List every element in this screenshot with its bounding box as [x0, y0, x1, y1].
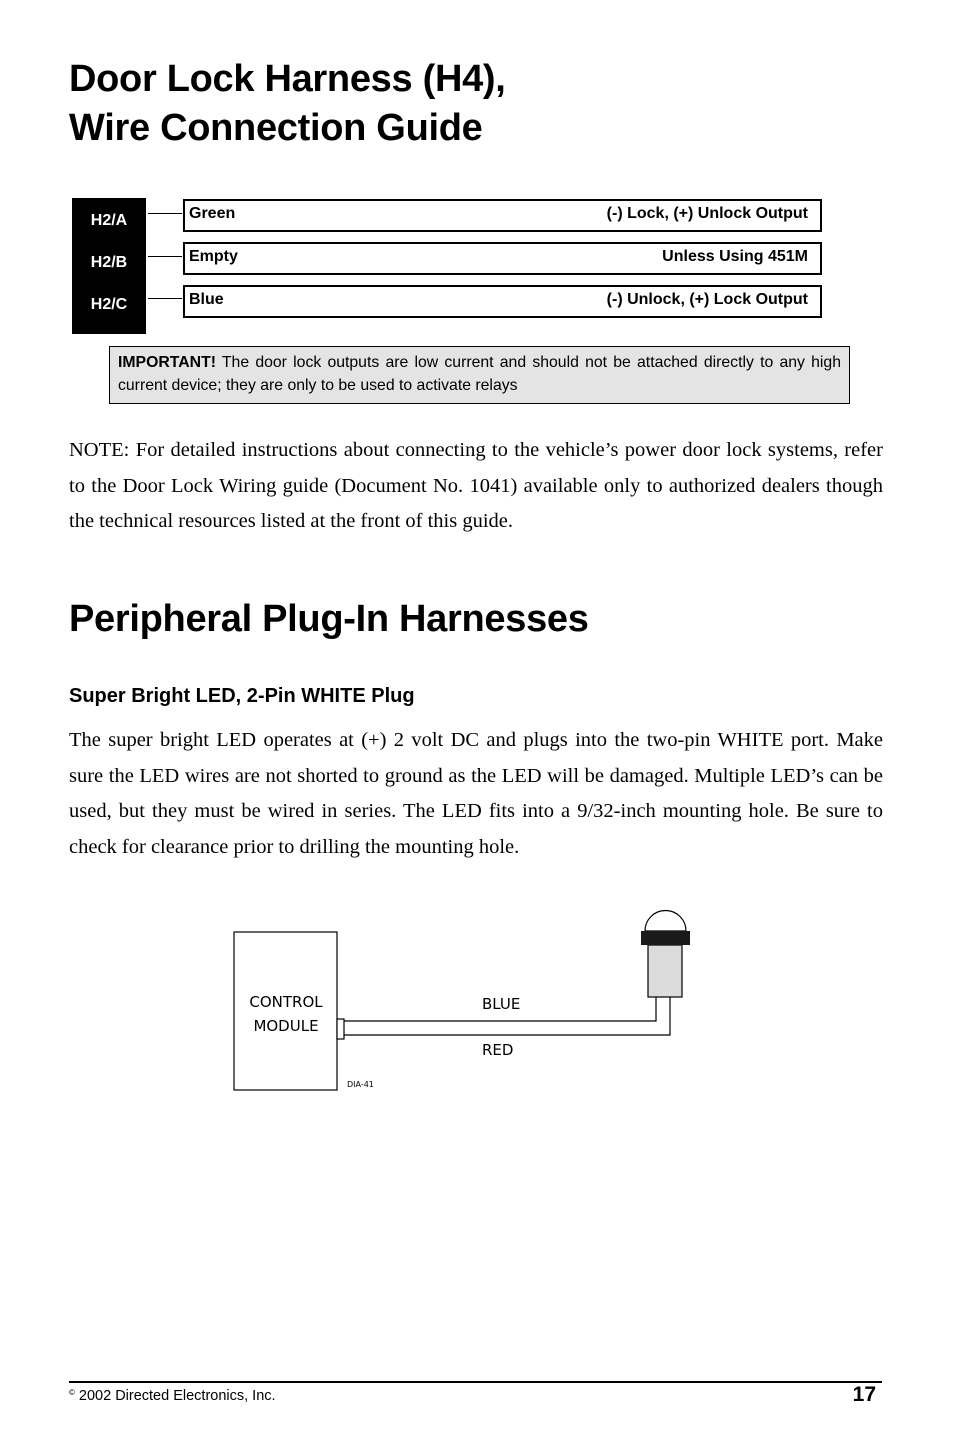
wire-label-red: RED [482, 1041, 514, 1059]
section-title: Peripheral Plug-In Harnesses [69, 598, 589, 640]
important-text: The door lock outputs are low current and should not be attached directly to any high current device; they are only to be used to activate relays [118, 354, 841, 394]
page-title-line-1: Door Lock Harness (H4), [69, 58, 506, 100]
section-subtitle: Super Bright LED, 2-Pin WHITE Plug [69, 685, 415, 707]
wire-name: Blue [189, 291, 224, 308]
wire-function: (-) Lock, (+) Unlock Output [606, 205, 808, 222]
led-body [648, 945, 682, 997]
note-paragraph: NOTE: For detailed instructions about connecting to the vehicle’s power door lock systems, refer to the Door Lock Wiring guide (Document No. 1041) available only to authorized dealers though the technical resources listed at the front of this guide. [69, 439, 883, 532]
important-label: IMPORTANT! [118, 354, 216, 371]
footer-rule [69, 1381, 882, 1383]
diagram-id: DIA-41 [347, 1080, 374, 1089]
pin-label-h2a: H2/A [90, 212, 128, 229]
copyright-symbol: © [69, 1388, 75, 1397]
led-flange [641, 931, 690, 945]
module-label-line-1: CONTROL [249, 993, 323, 1011]
pin-label-h2b: H2/B [90, 254, 128, 271]
copyright-text: 2002 Directed Electronics, Inc. [78, 1388, 276, 1404]
pin-label-h2c: H2/C [90, 296, 128, 313]
control-module-box [234, 932, 337, 1090]
wire-function: Unless Using 451M [662, 248, 808, 265]
page-title-line-2: Wire Connection Guide [69, 107, 483, 149]
wire-label-blue: BLUE [482, 995, 521, 1013]
page-number: 17 [852, 1383, 876, 1406]
led-paragraph: The super bright LED operates at (+) 2 volt DC and plugs into the two-pin WHITE port. Make sure the LED wires are not shorted to ground as the LED will be damaged. Multiple LED’s can be used, but they must be wired in series. The LED fits into a 9/32-inch mounting hole. Be sure to check for clearance prior to drilling the mounting hole. [69, 729, 883, 858]
module-label-line-2: MODULE [253, 1017, 319, 1035]
led-dome [645, 910, 686, 931]
wire-name: Green [189, 205, 236, 222]
copyright [69, 1388, 276, 1404]
wire-function: (-) Unlock, (+) Lock Output [606, 291, 808, 308]
wire-name: Empty [189, 248, 238, 265]
connector-plug [337, 1019, 344, 1039]
